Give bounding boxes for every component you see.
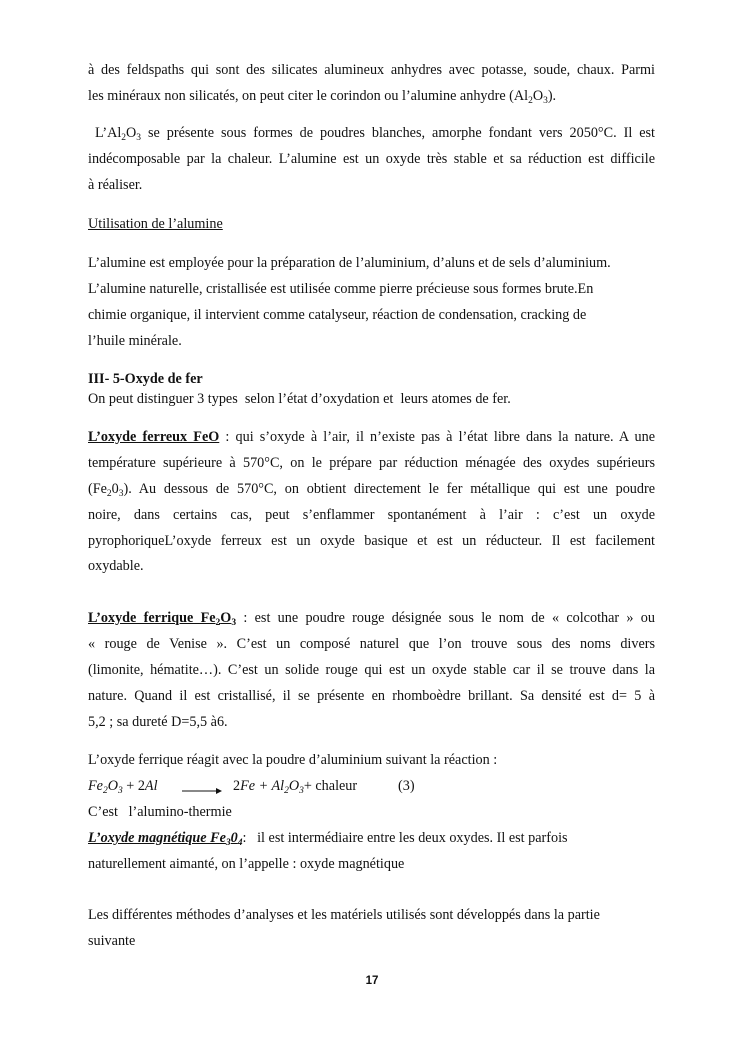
text-line: (limonite, hématite…). C’est un solide rouge qui est un oxyde stable car il se trouve dans la <box>88 662 655 678</box>
text-line: L’alumine naturelle, cristallisée est utilisée comme pierre précieuse sous formes brute.En <box>88 281 594 297</box>
fe2o3-title: L’oxyde ferrique $Fe_2O_3$ <box>88 610 237 628</box>
text-line: pyrophoriqueL’oxyde ferreux est un oxyde basique et est un réducteur. Il est facilement <box>88 533 655 549</box>
section-heading: III- 5-Oxyde de fer <box>88 371 203 387</box>
text-line: $(Fe_20_3)$. Au dessous de 570°C, on obtient directement le fer métallique qui est une poudre <box>88 481 655 499</box>
text-line: C’est l’alumino-thermie <box>88 804 232 820</box>
text-line: les minéraux non silicatés, on peut citer le corindon ou l’alumine anhydre $(Al_2O_3)$. <box>88 88 557 106</box>
reaction-arrow-icon <box>182 786 222 796</box>
fe3o4-title: L’oxyde magnétique $Fe_30_4$ <box>88 830 243 848</box>
text-line: suivante <box>88 933 136 949</box>
text-line: « rouge de Venise ». C’est un composé naturel que l’on trouve sous des noms divers <box>88 636 655 652</box>
text-line: L’oxyde magnétique $Fe_30_4$: il est intermédiaire entre les deux oxydes. Il est parfois <box>88 830 568 848</box>
text-line: température supérieure à 570°C, on le prépare par réduction ménagée des oxydes supérieurs <box>88 455 655 471</box>
text-line: naturellement aimanté, on l’appelle : oxyde magnétique <box>88 856 405 872</box>
section-subheading: Utilisation de l’alumine <box>88 216 223 232</box>
text-line: $L’Al_2O_3$ se présente sous formes de poudres blanches, amorphe fondant vers 2050°C. Il est <box>88 125 655 143</box>
feo-title: L’oxyde ferreux FeO <box>88 429 220 445</box>
text-line: indécomposable par la chaleur. L’alumine est un oxyde très stable et sa réduction est difficile <box>88 151 655 167</box>
text-line: L’oxyde ferrique $Fe_2O_3$ : est une poudre rouge désignée sous le nom de « colcothar » ou <box>88 610 655 628</box>
text-line: On peut distinguer 3 types selon l’état d’oxydation et leurs atomes de fer. <box>88 391 511 407</box>
reaction-rhs: $2Fe + Al_2O_3+$ chaleur <box>233 778 358 796</box>
text-line: chimie organique, il intervient comme catalyseur, réaction de condensation, cracking de <box>88 307 587 323</box>
text-line: Les différentes méthodes d’analyses et les matériels utilisés sont développés dans la partie <box>88 907 600 923</box>
text-line: L’oxyde ferrique réagit avec la poudre d’aluminium suivant la réaction : <box>88 752 498 768</box>
text-line: à des feldspaths qui sont des silicates alumineux anhydres avec potasse, soude, chaux. Parmi <box>88 62 655 78</box>
text-line: oxydable. <box>88 558 144 574</box>
text-line: noire, dans certains cas, peut s’enflammer spontanément à l’air : c’est un oxyde <box>88 507 655 523</box>
text-line: nature. Quand il est cristallisé, il se présente en rhomboèdre brillant. Sa densité est d= 5 à <box>88 688 655 704</box>
reaction-number: (3) <box>398 778 415 794</box>
page-number: 17 <box>365 975 379 987</box>
text-line: L’oxyde ferreux FeO : qui s’oxyde à l’air, il n’existe pas à l’état libre dans la nature. A une <box>88 429 655 445</box>
text-line: l’huile minérale. <box>88 333 182 349</box>
text-line: 5,2 ; sa dureté D=5,5 à6. <box>88 714 228 730</box>
text-line: L’alumine est employée pour la préparation de l’aluminium, d’aluns et de sels d’aluminium. <box>88 255 611 271</box>
reaction-lhs: $Fe_2O_3 + 2Al$ <box>88 778 158 796</box>
text-line: à réaliser. <box>88 177 143 193</box>
